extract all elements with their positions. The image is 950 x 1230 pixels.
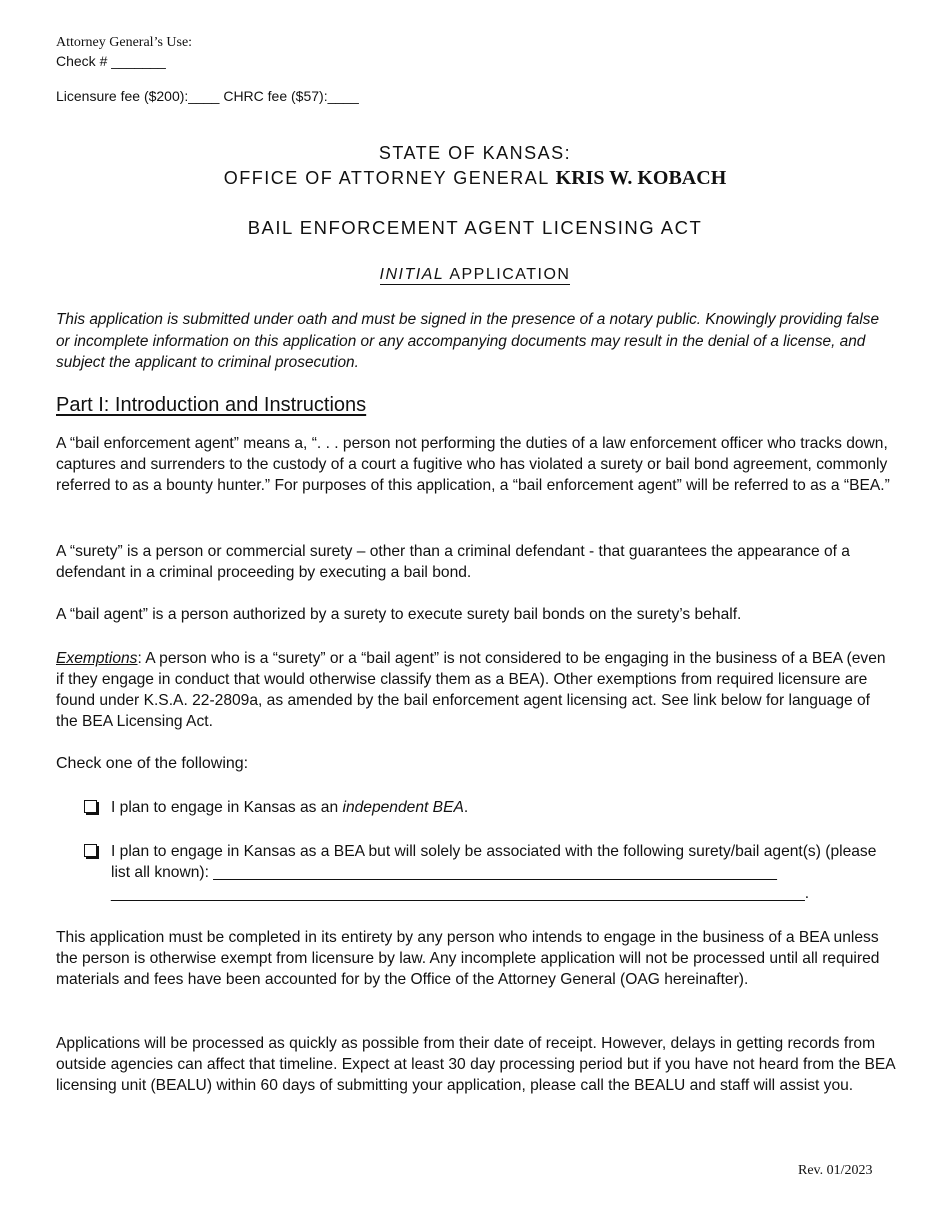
application-word: APPLICATION (444, 266, 571, 283)
ag-use-label: Attorney General’s Use: (56, 35, 193, 50)
bail-agent-definition: A “bail agent” is a person authorized by a surety to execute surety bail bonds on the surety’s behalf. (56, 606, 742, 623)
completion-paragraph: This application must be completed in its entirety by any person who intends to engage in the business of a BEA unless the person is otherwise exempt from licensure by law. Any incomplete application will not be processed until all required materials and fees have been accounted for by the Office of the Attorney General (OAG hereinafter). (56, 929, 880, 988)
fee-line: Licensure fee ($200):____ CHRC fee ($57):____ (56, 88, 359, 104)
application-type (56, 266, 894, 284)
attorney-general-name: KRIS W. KOBACH (555, 167, 727, 189)
exemptions-text: : A person who is a “surety” or a “bail agent” is not considered to be engaging in the business of a BEA (even if they engage in conduct that would otherwise classify them as a BEA). Other exemptions from required licensure are found under K.S.A. 22-2809a, as amended by the bail enforcement agent licensing act. See link below for language of the BEA Licensing Act. (56, 650, 886, 730)
checkbox-independent-bea[interactable] (84, 800, 97, 813)
office-label: OFFICE OF ATTORNEY GENERAL (223, 168, 550, 188)
ag-use-block (56, 34, 192, 70)
check-prompt: Check one of the following: (56, 755, 249, 772)
surety-definition: A “surety” is a person or commercial surety – other than a criminal defendant - that guarantees the appearance of a defendant in a criminal proceeding by executing a bail bond. (56, 543, 850, 581)
option-independent-bea-label: I plan to engage in Kansas as an independent BEA. (111, 799, 469, 816)
part1-heading: Part I: Introduction and Instructions (56, 394, 367, 416)
oath-notice: This application is submitted under oath and must be signed in the presence of a notary public. Knowingly providing false or incomplete information on this application or any accompanying documents may result in the denial of a license, and subject the applicant to criminal prosecution. (56, 311, 880, 371)
exemptions-paragraph (56, 648, 896, 732)
act-title: BAIL ENFORCEMENT AGENT LICENSING ACT (247, 217, 703, 238)
independent-bea-emphasis: independent BEA (342, 799, 464, 816)
processing-paragraph: Applications will be processed as quickly as possible from their date of receipt. However, delays in getting records from outside agencies can affect that timeline. Expect at least 30 day processing period but if you have not heard from the BEA licensing unit (BEALU) within 60 days of submitting your application, please call the BEALU and staff will assist you. (56, 1035, 895, 1094)
checkbox-associated-bea[interactable] (84, 844, 97, 857)
application-initial: INITIAL (379, 266, 445, 283)
exemptions-label: Exemptions (56, 650, 138, 667)
state-heading: STATE OF KANSAS: (378, 143, 572, 163)
revision-date: Rev. 01/2023 (798, 1163, 873, 1178)
option-associated-bea-label: I plan to engage in Kansas as a BEA but will solely be associated with the following surety/bail agent(s) (please list all known): _________________________________________________________________ ________________________________________________________________________________. (111, 843, 877, 902)
bea-definition: A “bail enforcement agent” means a, “. . . person not performing the duties of a law enforcement officer who tracks down, captures and surrenders to the custody of a court a fugitive who has violated a surety or bail bond agreement, commonly referred to as a bounty hunter.” For purposes of this application, a “bail enforcement agent” will be referred to as a “BEA.” (56, 435, 890, 494)
office-heading (56, 167, 894, 190)
check-number-field: Check # _______ (56, 53, 166, 69)
